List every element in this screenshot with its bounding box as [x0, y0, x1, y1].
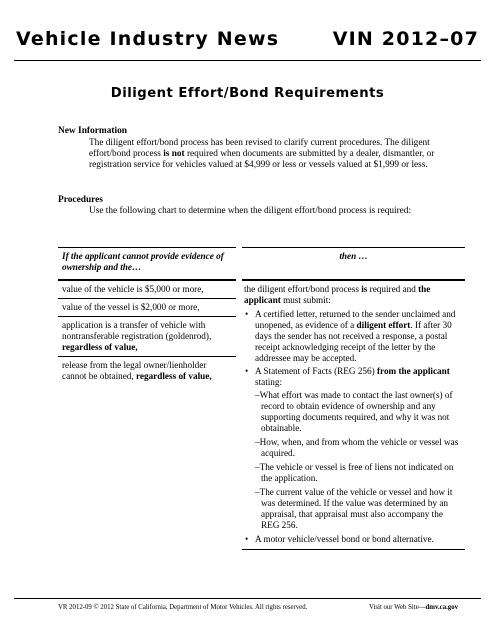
- chart-header-left: If the applicant cannot provide evidence of ownership and the…: [58, 248, 236, 281]
- new-information-heading: New Information: [58, 126, 128, 136]
- requirement-bullet-certified-letter: • A certified letter, returned to the sender unclaimed and unopened, as evidence of a diligent effort. If after 30 days the sender has not received a response, a postal receipt acknowledging receipt of the letter by the addressee may be accepted.: [245, 309, 456, 363]
- header-divider: [14, 60, 481, 61]
- statement-sub-item: –The current value of the vehicle or vessel and how it was determined. If the value was determined by an appraisal, that appraisal must also accompany the REG 256.: [255, 487, 453, 530]
- conditions-column: [58, 280, 236, 550]
- publication-title: Vehicle Industry News: [16, 28, 280, 50]
- condition-item: [58, 281, 236, 299]
- chart-header-right: then …: [242, 248, 465, 281]
- requirements-column: [242, 280, 465, 550]
- procedures-heading: Procedures: [58, 195, 103, 205]
- requirement-intro: the diligent effort/bond process is required and the applicant must submit:: [244, 284, 431, 305]
- procedures-paragraph: Use the following chart to determine when the diligent effort/bond process is required:: [89, 206, 412, 216]
- condition-text: value of the vessel is $2,000 or more,: [62, 302, 200, 312]
- condition-text: value of the vehicle is $5,000 or more,: [62, 284, 204, 294]
- footer-divider: [14, 598, 481, 599]
- page-header: [0, 28, 495, 54]
- new-info-bold: is not: [163, 149, 185, 160]
- new-information-paragraph: [89, 138, 444, 172]
- statement-sub-item: –What effort was made to contact the last owner(s) of record to obtain evidence of ownership and any supporting documents required, and why it was not obtainable.: [255, 390, 453, 433]
- bullet-icon: •: [245, 534, 249, 544]
- requirement-bullet-statement-of-facts: • A Statement of Facts (REG 256) from the applicant stating:: [245, 366, 450, 387]
- footer-copyright: VR 2012-09 © 2012 State of California, Department of Motor Vehicles. All rights reserved.: [58, 604, 308, 611]
- requirement-bullet-bond: • A motor vehicle/vessel bond or bond alternative.: [245, 534, 434, 544]
- chart-body-row: [58, 280, 465, 550]
- website-link[interactable]: dmv.ca.gov: [425, 604, 458, 611]
- requirements-chart: [58, 247, 465, 550]
- condition-text: release from the legal owner/lienholder cannot be obtained,: [62, 360, 207, 381]
- statement-sub-item: –How, when, and from whom the vehicle or vessel was acquired.: [255, 437, 459, 458]
- bullet-icon: •: [245, 309, 249, 319]
- footer-website: Visit our Web Site—dmv.ca.gov: [369, 604, 458, 611]
- condition-text: application is a transfer of vehicle with nontransferable registration (goldenrod),: [62, 320, 212, 341]
- condition-bold: regardless of value,: [62, 342, 138, 352]
- condition-bold: regardless of value,: [136, 371, 212, 381]
- condition-item: [58, 299, 236, 317]
- statement-sub-item: –The vehicle or vessel is free of liens not indicated on the application.: [255, 462, 454, 483]
- condition-item: [58, 317, 236, 357]
- document-title: Diligent Effort/Bond Requirements: [110, 86, 385, 101]
- new-info-text-1: The diligent effort/bond process has been revised to clarify current procedures. The diligent effort/bond process: [89, 138, 430, 160]
- bullet-icon: •: [245, 366, 249, 376]
- new-info-text-2: required when documents are submitted by a dealer, dismantler, or registration service for vehicles valued at $4,999 or less or vessels valued at $1,999 or less.: [89, 149, 435, 171]
- vin-number: VIN 2012–07: [332, 28, 479, 50]
- chart-header-row: [58, 248, 465, 281]
- condition-item: [58, 357, 236, 385]
